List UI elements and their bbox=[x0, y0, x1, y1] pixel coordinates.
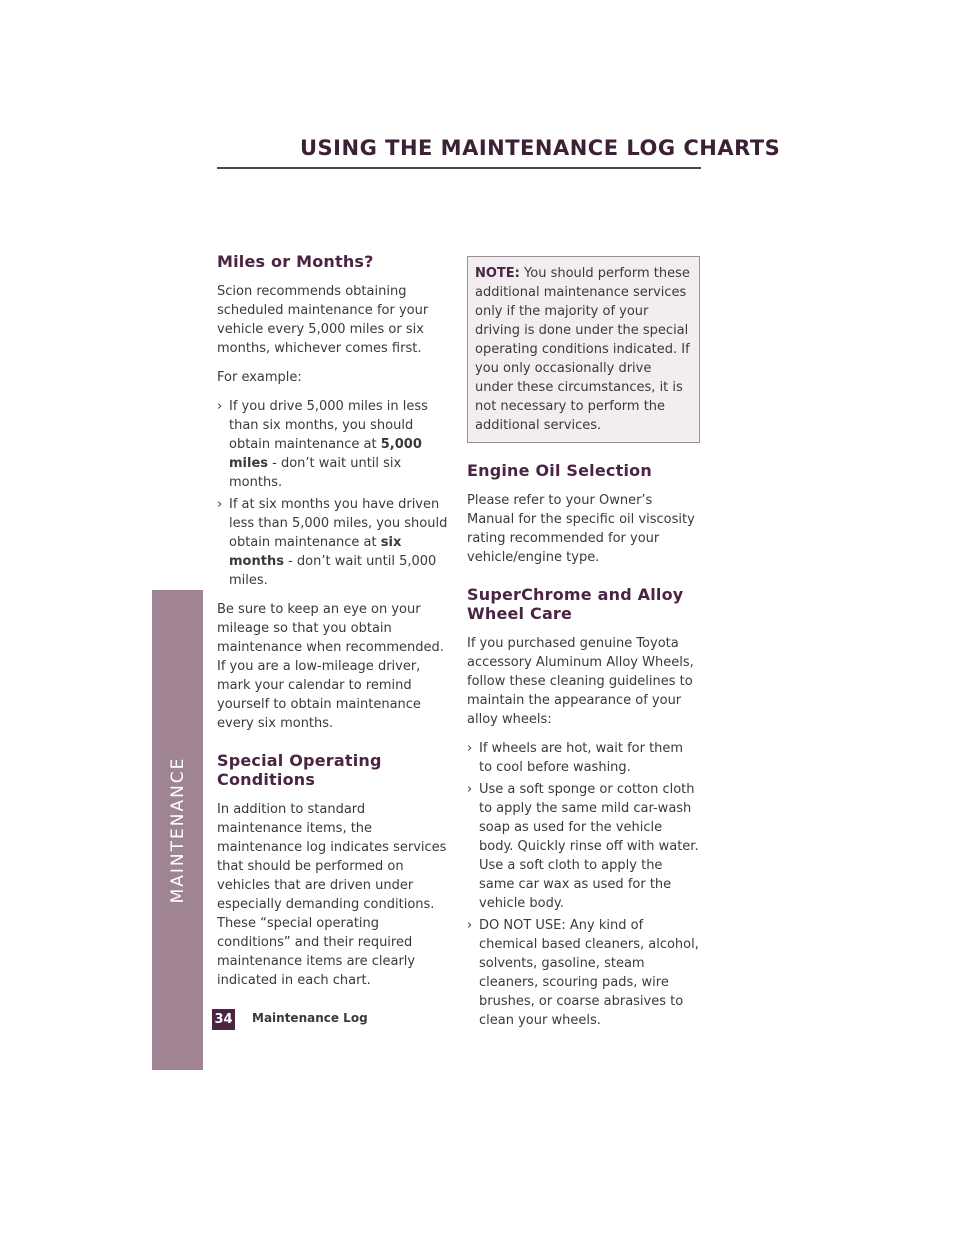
page-title: USING THE MAINTENANCE LOG CHARTS bbox=[300, 136, 781, 160]
bullet-icon: › bbox=[467, 782, 473, 797]
bullet-text-bold: six months bbox=[229, 535, 402, 569]
miles-closing: Be sure to keep an eye on your mileage so that you obtain maintenance when recommended. If you are a low-mileage driver, mark your calendar to remind yourself to obtain maintenance every six months. bbox=[217, 602, 444, 731]
bullet-text: If wheels are hot, wait for them to cool before washing. bbox=[479, 741, 684, 775]
bullet-icon: › bbox=[467, 741, 473, 756]
bullet-icon: › bbox=[217, 497, 223, 512]
note-text: You should perform these additional maintenance services only if the majority of your driving is done under the special operating conditions indicated. If you only occasionally drive under these circumstances, it is not necessary to perform the additional services. bbox=[475, 266, 690, 433]
footer-section-title: Maintenance Log bbox=[252, 1011, 368, 1025]
wheel-care-heading: SuperChrome and Alloy Wheel Care bbox=[467, 585, 684, 623]
miles-heading: Miles or Months? bbox=[217, 252, 374, 271]
wheel-care-bullet-list bbox=[467, 739, 700, 1030]
side-tab-label: MAINTENANCE bbox=[168, 756, 188, 904]
bullet-text-post: - don’t wait until six months. bbox=[229, 456, 402, 490]
wheel-care-intro: If you purchased genuine Toyota accessory Aluminum Alloy Wheels, follow these cleaning guidelines to maintain the appearance of your alloy wheels: bbox=[467, 636, 694, 727]
left-column bbox=[217, 252, 449, 1000]
bullet-text: DO NOT USE: Any kind of chemical based cleaners, alcohol, solvents, gasoline, steam cleaners, scouring pads, wire brushes, or coarse abrasives to clean your wheels. bbox=[479, 918, 699, 1028]
list-item bbox=[217, 495, 449, 590]
bullet-text: Use a soft sponge or cotton cloth to apply the same mild car-wash soap as used for the vehicle body. Quickly rinse off with water. Use a soft cloth to apply the same car wax as used for the vehicle body. bbox=[479, 782, 699, 911]
bullet-text-bold: 5,000 miles bbox=[229, 437, 422, 471]
bullet-text-post: - don’t wait until 5,000 miles. bbox=[229, 554, 437, 588]
note-label: NOTE: bbox=[475, 266, 520, 281]
bullet-icon: › bbox=[217, 399, 223, 414]
bullet-icon: › bbox=[467, 918, 473, 933]
right-column bbox=[467, 256, 700, 1040]
bullet-text-pre: If you drive 5,000 miles in less than six months, you should obtain maintenance at bbox=[229, 399, 428, 452]
bullet-text-pre: If at six months you have driven less than 5,000 miles, you should obtain maintenance at bbox=[229, 497, 448, 550]
list-item bbox=[467, 916, 700, 1030]
special-heading: Special Operating Conditions bbox=[217, 751, 382, 789]
list-item bbox=[467, 739, 700, 777]
header-rule bbox=[217, 167, 701, 169]
engine-oil-heading: Engine Oil Selection bbox=[467, 461, 652, 480]
list-item bbox=[467, 780, 700, 913]
page-number-badge: 34 bbox=[212, 1009, 235, 1030]
list-item bbox=[217, 397, 449, 492]
miles-intro: Scion recommends obtaining scheduled maintenance for your vehicle every 5,000 miles or six months, whichever comes first. bbox=[217, 284, 429, 356]
note-paragraph bbox=[475, 264, 691, 435]
note-box bbox=[467, 256, 700, 443]
miles-example: For example: bbox=[217, 370, 302, 385]
special-body: In addition to standard maintenance items, the maintenance log indicates services that should be performed on vehicles that are driven under especially demanding conditions. These “special operating conditions” and their required maintenance items are clearly indicated in each chart. bbox=[217, 802, 447, 988]
miles-bullet-list bbox=[217, 397, 449, 590]
engine-oil-body: Please refer to your Owner’s Manual for the specific oil viscosity rating recommended for your vehicle/engine type. bbox=[467, 493, 695, 565]
